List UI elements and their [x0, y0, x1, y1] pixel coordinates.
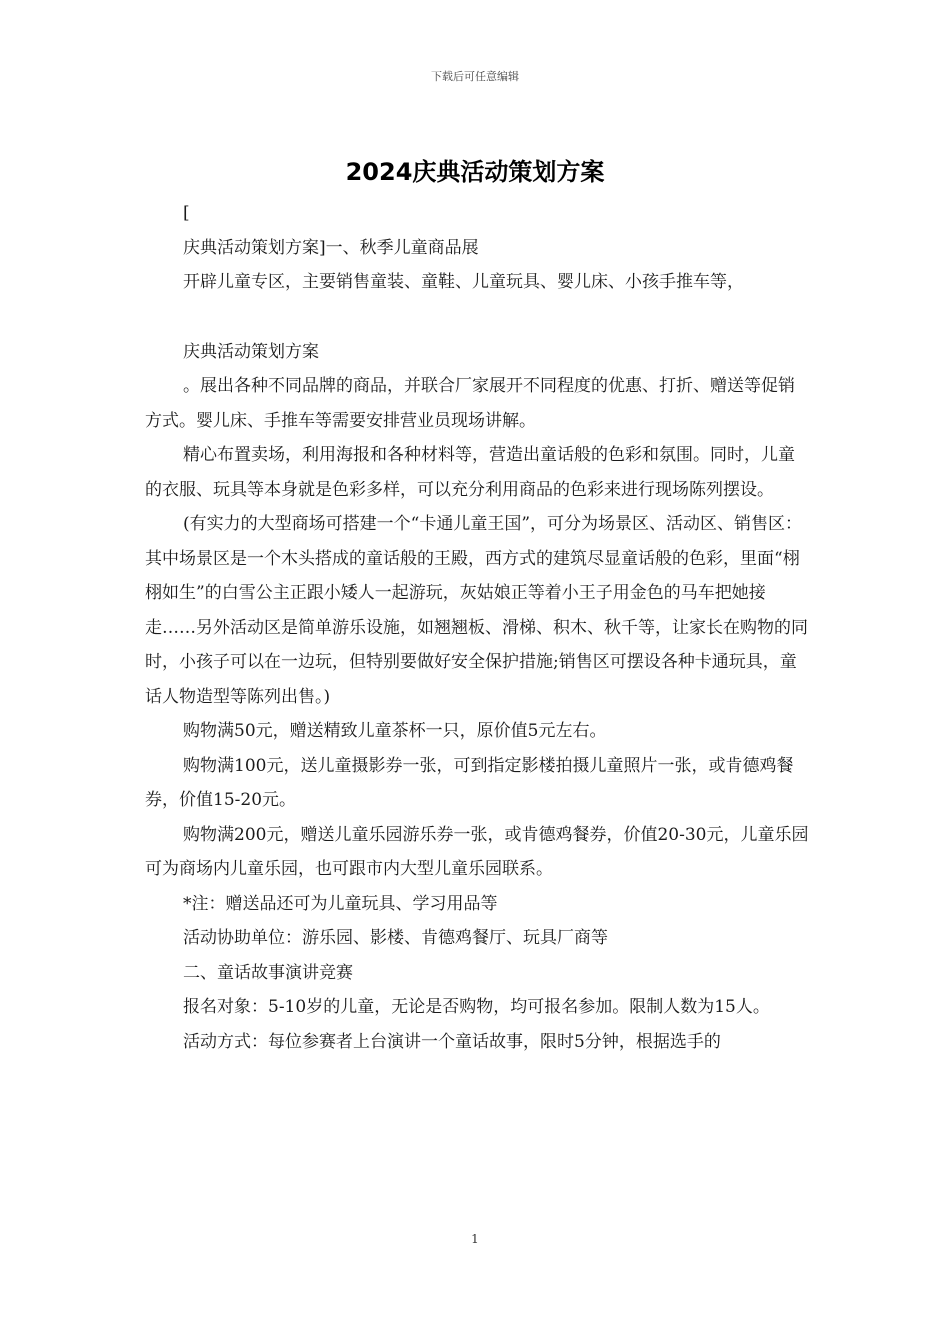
paragraph: [: [183, 203, 190, 223]
paragraph: 购物满200元，赠送儿童乐园游乐券一张，或肯德鸡餐券，价值20-30元，儿童乐园可为商场内儿童乐园，也可跟市内大型儿童乐园联系。: [145, 824, 809, 879]
paragraph: 庆典活动策划方案: [183, 341, 319, 362]
page-number: 1: [471, 1232, 479, 1246]
document-body: [145, 196, 810, 1059]
paragraph: 购物满50元，赠送精致儿童茶杯一只，原价值5元左右。: [183, 721, 607, 741]
paragraph: 开辟儿童专区，主要销售童装、童鞋、儿童玩具、婴儿床、小孩手推车等，: [183, 272, 744, 292]
paragraph: (有实力的大型商场可搭建一个“卡通儿童王国”，可分为场景区、活动区、销售区：其中场景区是一个木头搭成的童话般的王殿，西方式的建筑尽显童话般的色彩，里面“栩栩如生”的白雪公主正跟小矮人一起游玩，灰姑娘正等着小王子用金色的马车把她接走……另外活动区是简单游乐设施，如翘翘板、滑梯、积木、秋千等，让家长在购物的同时，小孩子可以在一边玩，但特别要做好安全保护措施;销售区可摆设各种卡通玩具，童话人物造型等陈列出售。): [145, 514, 808, 707]
paragraph: 。展出各种不同品牌的商品，并联合厂家展开不同程度的优惠、打折、赠送等促销方式。婴儿床、手推车等需要安排营业员现场讲解。: [145, 376, 795, 431]
paragraph: 购物满100元，送儿童摄影券一张，可到指定影楼拍摄儿童照片一张，或肯德鸡餐券，价值15-20元。: [145, 755, 794, 810]
document-title: 2024庆典活动策划方案: [345, 158, 605, 186]
paragraph: 庆典活动策划方案]一、秋季儿童商品展: [183, 237, 479, 258]
paragraph: 活动协助单位：游乐园、影楼、肯德鸡餐厅、玩具厂商等: [183, 928, 608, 948]
paragraph: 精心布置卖场，利用海报和各种材料等，营造出童话般的色彩和氛围。同时，儿童的衣服、玩具等本身就是色彩多样，可以充分利用商品的色彩来进行现场陈列摆设。: [145, 445, 795, 500]
paragraph: 报名对象：5-10岁的儿童，无论是否购物，均可报名参加。限制人数为15人。: [183, 997, 770, 1017]
paragraph: 活动方式：每位参赛者上台演讲一个童话故事，限时5分钟，根据选手的: [183, 1031, 721, 1052]
page-header: 下载后可任意编辑: [431, 70, 519, 83]
section-heading: 二、童话故事演讲竞赛: [183, 962, 353, 983]
paragraph: *注：赠送品还可为儿童玩具、学习用品等: [183, 893, 498, 914]
